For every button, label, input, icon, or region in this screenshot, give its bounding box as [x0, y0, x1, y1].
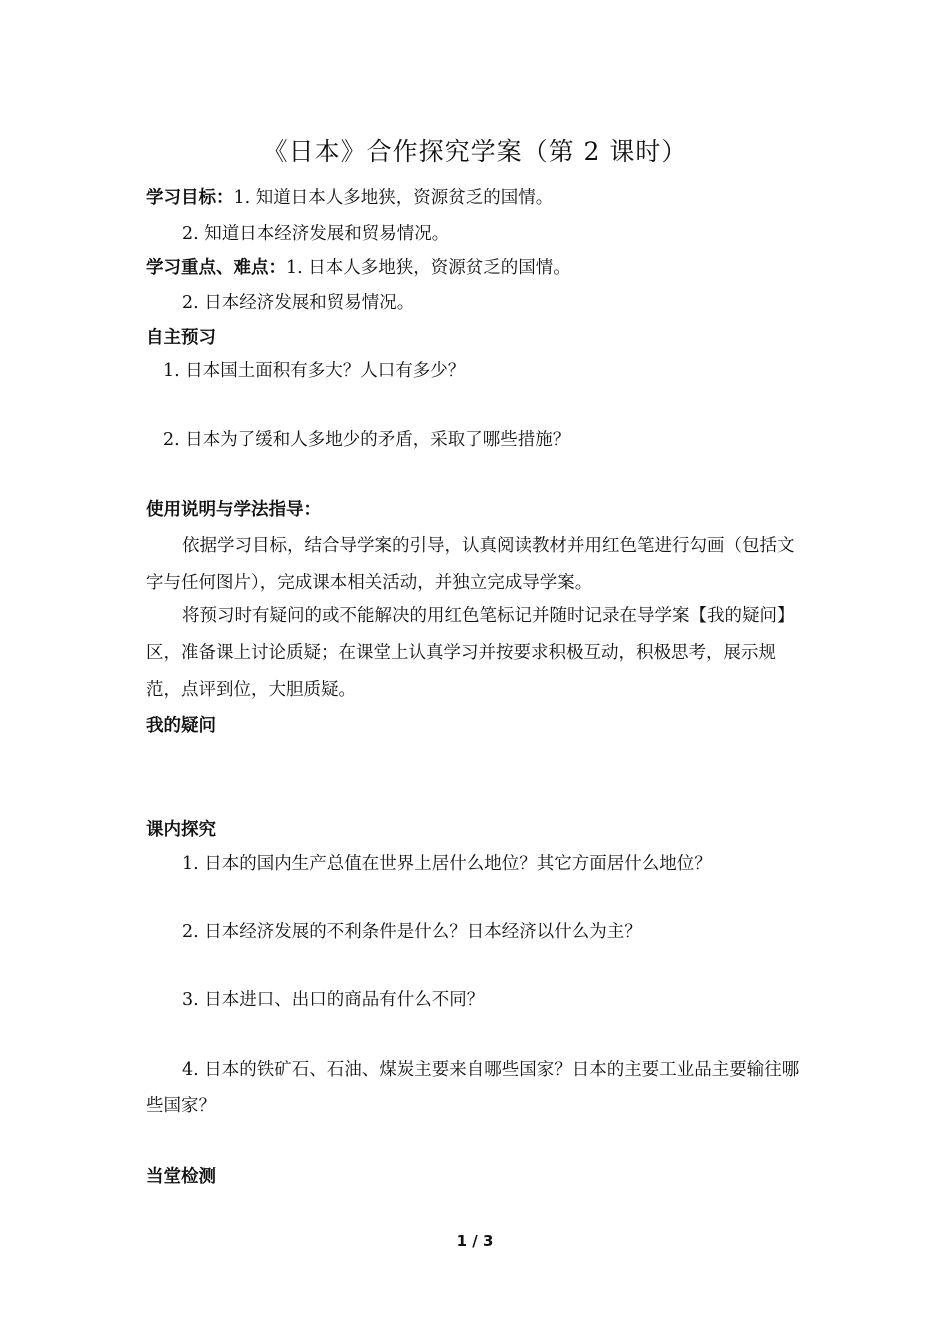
- in-class-question-1: 1. 日本的国内生产总值在世界上居什么地位？其它方面居什么地位？: [182, 854, 712, 874]
- instructions-paragraph-1: [146, 528, 810, 602]
- self-study-question-2: 2. 日本为了缓和人多地少的矛盾，采取了哪些措施？: [163, 430, 571, 450]
- instructions-paragraph-2: [146, 598, 810, 709]
- objectives-label: 学习目标：: [146, 188, 234, 208]
- page-number: 1 / 3: [456, 1232, 494, 1250]
- instructions-heading: 使用说明与学法指导：: [146, 500, 321, 520]
- key-points-label: 学习重点、难点：: [146, 258, 286, 278]
- in-class-heading: 课内探究: [146, 820, 216, 840]
- in-class-question-2: 2. 日本经济发展的不利条件是什么？日本经济以什么为主？: [182, 922, 642, 942]
- self-study-question-1: 1. 日本国土面积有多大？人口有多少？: [163, 361, 466, 381]
- in-class-question-3: 3. 日本进口、出口的商品有什么不同？: [182, 990, 485, 1010]
- test-heading: 当堂检测: [146, 1167, 216, 1187]
- instructions-paragraph-1-text: 依据学习目标，结合导学案的引导，认真阅读教材并用红色笔进行勾画（包括文字与任何图片），完成课本相关活动，并独立完成导学案。: [146, 536, 795, 593]
- in-class-question-4: [146, 1052, 810, 1124]
- objectives-item-1: 1. 知道日本人多地狭，资源贫乏的国情。: [233, 188, 554, 208]
- instructions-paragraph-2-text: 将预习时有疑问的或不能解决的用红色笔标记并随时记录在导学案【我的疑问】区，准备课上讨论质疑；在课堂上认真学习并按要求积极互动，积极思考，展示规范，点评到位，大胆质疑。: [146, 606, 795, 700]
- key-points-line-1: [146, 258, 571, 279]
- objectives-line-1: [146, 188, 553, 209]
- self-study-heading: 自主预习: [146, 328, 216, 348]
- key-points-item-2: 2. 日本经济发展和贸易情况。: [182, 293, 415, 313]
- in-class-question-4-text: 4. 日本的铁矿石、石油、煤炭主要来自哪些国家？日本的主要工业品主要输往哪些国家？: [146, 1060, 800, 1116]
- objectives-item-2: 2. 知道日本经济发展和贸易情况。: [182, 224, 450, 244]
- key-points-item-1: 1. 日本人多地狭，资源贫乏的国情。: [286, 258, 571, 278]
- my-questions-heading: 我的疑问: [146, 716, 216, 736]
- document-title: 《日本》合作探究学案（第 2 课时）: [262, 137, 688, 166]
